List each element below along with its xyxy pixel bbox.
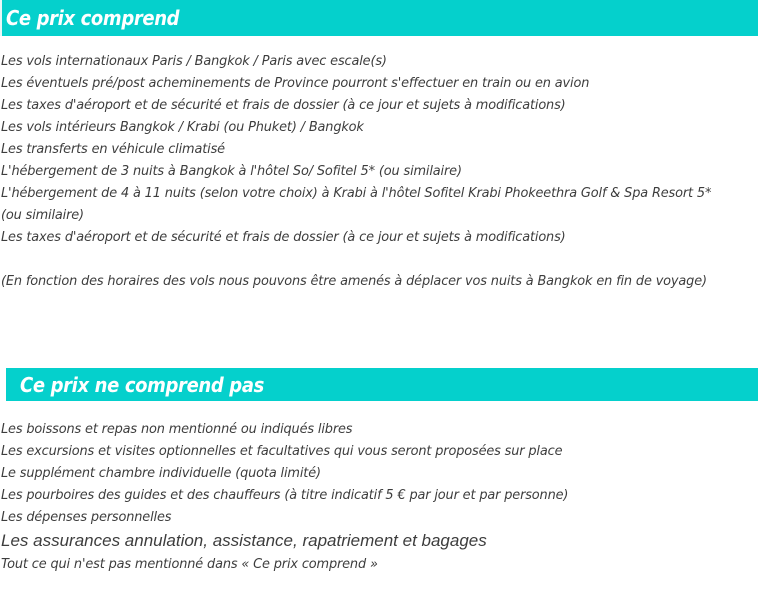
section-title-excluded: Ce prix ne comprend pas [20, 372, 264, 397]
list-item: Les boissons et repas non mentionné ou indiqués libres [1, 421, 353, 437]
section-title-included: Ce prix comprend [6, 6, 180, 30]
included-note: (En fonction des horaires des vols nous pouvons être amenés à déplacer vos nuits à Bangkok en fin de voyage) [1, 273, 707, 289]
list-item: Le supplément chambre individuelle (quota limité) [1, 465, 321, 481]
list-item: L'hébergement de 3 nuits à Bangkok à l'hôtel So/ Sofitel 5* (ou similaire) [1, 163, 462, 179]
excluded-list [0, 418, 752, 575]
list-item-final: Tout ce qui n'est pas mentionné dans « Ce prix comprend » [1, 556, 378, 572]
list-item: L'hébergement de 4 à 11 nuits (selon votre choix) à Krabi à l'hôtel Sofitel Krabi Phokeethra Golf & Spa Resort 5* (ou similaire) [1, 185, 712, 223]
list-item: Les pourboires des guides et des chauffeurs (à titre indicatif 5 € par jour et par personne) [1, 487, 569, 503]
included-list [0, 50, 752, 292]
list-item: Les vols internationaux Paris / Bangkok / Paris avec escale(s) [1, 53, 387, 69]
list-item: Les dépenses personnelles [1, 509, 172, 525]
list-item: Les taxes d'aéroport et de sécurité et frais de dossier (à ce jour et sujets à modifications) [1, 229, 566, 245]
list-item: Les taxes d'aéroport et de sécurité et frais de dossier (à ce jour et sujets à modifications) [1, 97, 566, 113]
section-header-included [0, 0, 758, 36]
section-header-excluded [6, 368, 758, 401]
list-item: Les éventuels pré/post acheminements de Province pourront s'effectuer en train ou en avion [1, 75, 590, 91]
list-item: Les vols intérieurs Bangkok / Krabi (ou Phuket) / Bangkok [1, 119, 364, 135]
list-item: Les excursions et visites optionnelles et facultatives qui vous seront proposées sur place [1, 443, 563, 459]
list-item: Les transferts en véhicule climatisé [1, 141, 225, 157]
list-item-insurance: Les assurances annulation, assistance, rapatriement et bagages [1, 531, 487, 550]
